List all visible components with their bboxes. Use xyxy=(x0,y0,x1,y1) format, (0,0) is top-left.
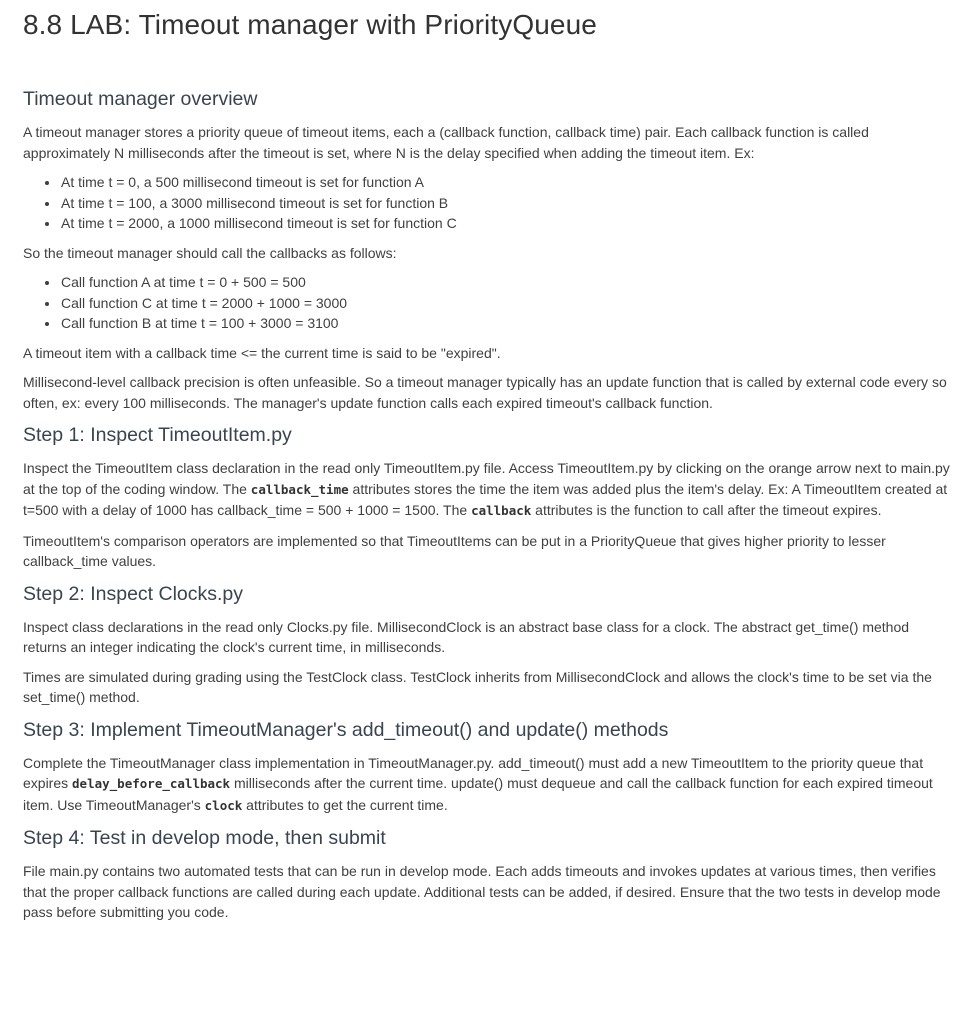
timeout-set-list xyxy=(23,172,952,234)
inline-code: clock xyxy=(204,797,243,813)
step3-heading: Step 3: Implement TimeoutManager's add_timeout() and update() methods xyxy=(23,718,669,741)
step2-heading: Step 2: Inspect Clocks.py xyxy=(23,582,244,605)
step1-paragraph-2: TimeoutItem's comparison operators are implemented so that TimeoutItems can be put in a PriorityQueue that gives higher priority to lesser callback_time values. xyxy=(23,532,886,569)
step2-paragraph-1: Inspect class declarations in the read only Clocks.py file. MillisecondClock is an abstract base class for a clock. The abstract get_time() method returns an integer indicating the clock's current time, in milliseconds. xyxy=(23,618,910,655)
list-item: • Call function B at time t = 100 + 3000 = 3100 xyxy=(60,313,952,334)
step1-paragraph-1: Inspect the TimeoutItem class declaration in the read only TimeoutItem.py file. Access TimeoutItem.py by clicking on the orange arrow next to main.py at the top of the coding window. The callback_time attributes stores the time the item was added plus the item's delay. Ex: A TimeoutItem created at t=500 with a delay of 1000 has callback_time = 500 + 1000 = 1500. The callback attributes is the function to call after the timeout expires. xyxy=(23,460,950,518)
overview-paragraph-3: A timeout item with a callback time <= the current time is said to be "expired". xyxy=(23,344,501,361)
callback-call-list xyxy=(23,272,952,334)
list-item: • At time t = 2000, a 1000 millisecond timeout is set for function C xyxy=(60,213,952,234)
step4-heading: Step 4: Test in develop mode, then submit xyxy=(23,827,386,849)
step1-heading: Step 1: Inspect TimeoutItem.py xyxy=(23,424,292,446)
list-item: • Call function A at time t = 0 + 500 = 500 xyxy=(60,272,952,293)
list-item: • At time t = 0, a 500 millisecond timeout is set for function A xyxy=(60,172,952,193)
list-item: • Call function C at time t = 2000 + 1000 = 3000 xyxy=(60,293,952,314)
inline-code: callback_time xyxy=(250,481,349,497)
inline-code: delay_before_callback xyxy=(72,776,231,791)
step2-paragraph-2: Times are simulated during grading using the TestClock class. TestClock inherits from MillisecondClock and allows the clock's time to be set via the set_time() method. xyxy=(23,668,932,705)
list-item: • At time t = 100, a 3000 millisecond timeout is set for function B xyxy=(60,193,952,214)
overview-paragraph-2: So the timeout manager should call the callbacks as follows: xyxy=(23,244,397,261)
step3-paragraph-1: Complete the TimeoutManager class implementation in TimeoutManager.py. add_timeout() must add a new TimeoutItem to the priority queue that expires delay_before_callback milliseconds after the current time. update() must dequeue and call the callback function for each expired timeout item. Use TimeoutManager's clock attributes to get the current time. xyxy=(23,754,933,813)
overview-paragraph-1: A timeout manager stores a priority queue of timeout items, each a (callback function, callback time) pair. Each callback function is called approximately N milliseconds after the timeout is set, where N is the delay specified when adding the timeout item. Ex: xyxy=(23,124,869,161)
page-title: 8.8 LAB: Timeout manager with PriorityQueue xyxy=(23,9,597,40)
overview-paragraph-4: Millisecond-level callback precision is often unfeasible. So a timeout manager typically has an update function that is called by external code every so often, ex: every 100 milliseconds. The manager's update function calls each expired timeout's callback function. xyxy=(23,374,947,411)
step4-paragraph-1: File main.py contains two automated tests that can be run in develop mode. Each adds timeouts and invokes updates at various times, then verifies that the proper callback functions are called during each update. Additional tests can be added, if desired. Ensure that the two tests in develop mode pass before submitting you code. xyxy=(23,863,941,920)
inline-code: callback xyxy=(471,503,532,518)
overview-heading: Timeout manager overview xyxy=(23,88,258,110)
